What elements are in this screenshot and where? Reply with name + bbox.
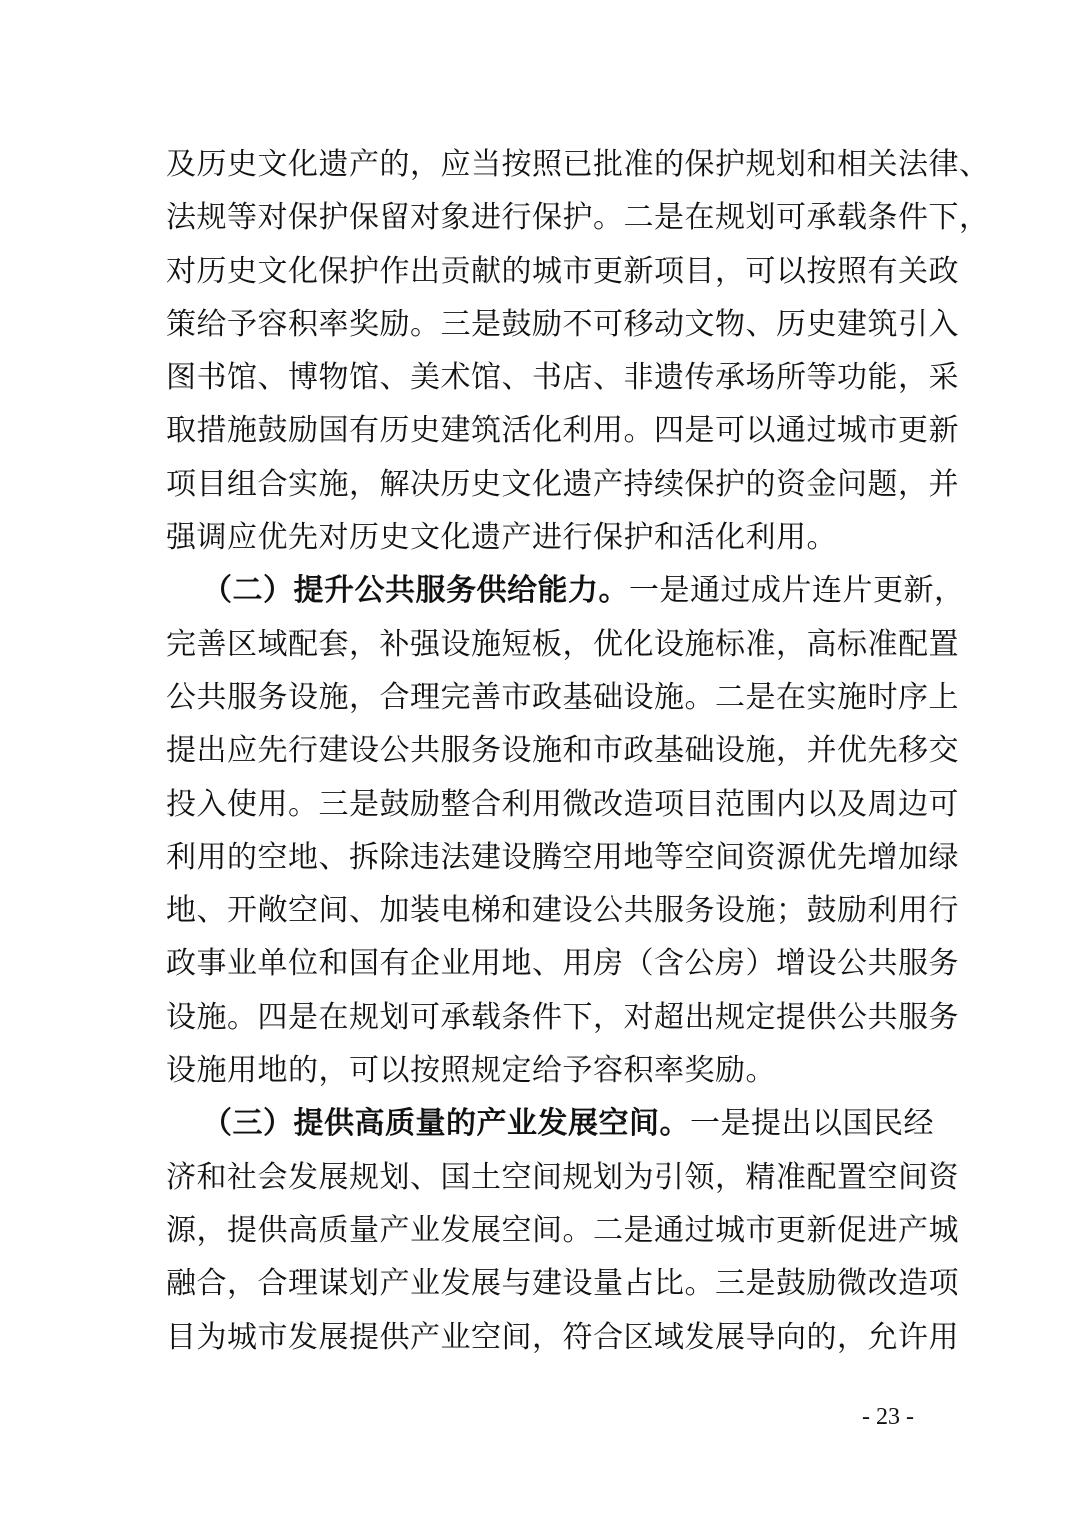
text-line: 项目组合实施，解决历史文化遗产持续保护的资金问题，并 [166,466,959,502]
text-line: 取措施鼓励国有历史建筑活化利用。四是可以通过城市更新 [166,413,959,449]
text-line: 强调应优先对历史文化遗产进行保护和活化利用。 [166,520,837,556]
text-line: 利用的空地、拆除违法建设腾空用地等空间资源优先增加绿 [166,839,959,875]
text-line: 提出应先行建设公共服务设施和市政基础设施，并优先移交 [166,733,959,769]
text-line: 设施用地的，可以按照规定给予容积率奖励。 [166,1053,776,1089]
page-number: - 23 - [862,1404,914,1430]
text-line: 融合，合理谋划产业发展与建设量占比。三是鼓励微改造项 [166,1266,959,1302]
section-2-first-line [166,564,965,617]
section-3-heading: （三）提供高质量的产业发展空间。 [202,1106,690,1142]
text-line: 图书馆、博物馆、美术馆、书店、非遗传承场所等功能，采 [166,360,959,396]
text-line: 策给予容积率奖励。三是鼓励不可移动文物、历史建筑引入 [166,306,959,342]
body-text [166,138,990,1364]
section-3-first-line [166,1097,934,1150]
text-line: 政事业单位和国有企业用地、用房（含公房）增设公共服务 [166,946,959,982]
text-line: 完善区域配套，补强设施短板，优化设施标准，高标准配置 [166,626,959,662]
text-line: 及历史文化遗产的，应当按照已批准的保护规划和相关法律、 [166,147,990,182]
text-line: 源，提供高质量产业发展空间。二是通过城市更新促进产城 [166,1212,959,1248]
section-2-heading: （二）提升公共服务供给能力。 [202,573,629,609]
text-line: 投入使用。三是鼓励整合利用微改造项目范围内以及周边可 [166,786,959,822]
text-line: 公共服务设施，合理完善市政基础设施。二是在实施时序上 [166,679,959,715]
section-3-first-line-text: 一是提出以国民经 [690,1106,934,1142]
text-line: 地、开敞空间、加装电梯和建设公共服务设施；鼓励利用行 [166,893,959,929]
text-line: 法规等对保护保留对象进行保护。二是在规划可承载条件下， [166,200,990,236]
text-line: 设施。四是在规划可承载条件下，对超出规定提供公共服务 [166,999,959,1035]
text-line: 对历史文化保护作出贡献的城市更新项目，可以按照有关政 [166,253,959,289]
text-line: 济和社会发展规划、国土空间规划为引领，精准配置空间资 [166,1159,959,1195]
section-2-first-line-text: 一是通过成片连片更新， [629,573,965,609]
text-line: 目为城市发展提供产业空间，符合区域发展导向的，允许用 [166,1319,959,1355]
